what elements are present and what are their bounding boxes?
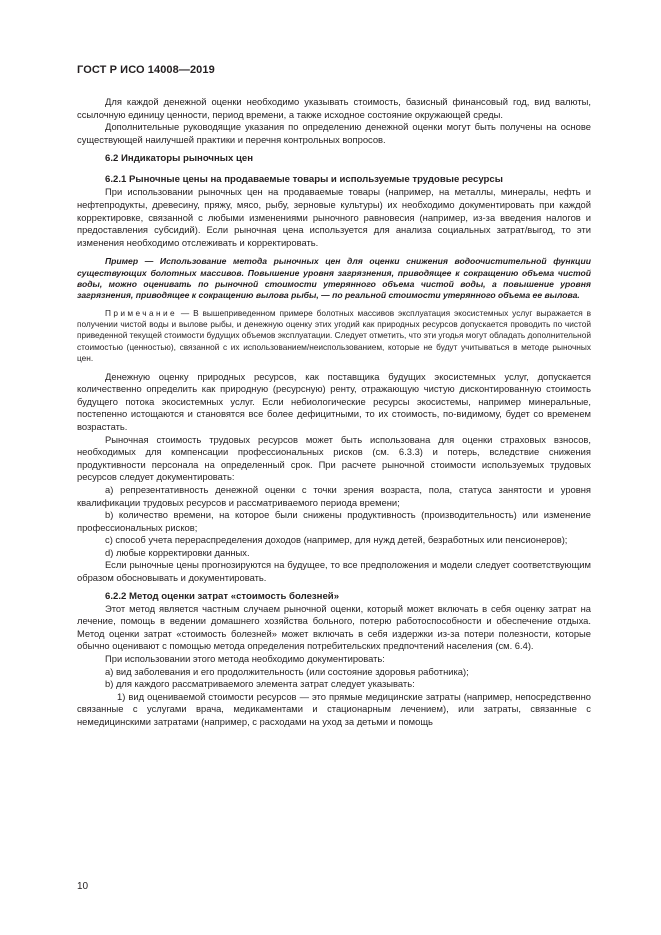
section-heading: 6.2 Индикаторы рыночных цен	[105, 153, 254, 165]
paragraph: Дополнительные руководящие указания по определению денежной оценки могут быть получены на основе существующей наилучшей практики и перечня контрольных вопросов.	[77, 121, 591, 145]
paragraph: Если рыночные цены прогнозируются на будущее, то все предположения и модели следует соответствующим образом обосновывать и документировать.	[77, 559, 591, 584]
paragraph: Этот метод является частным случаем рыночной оценки, который может включать в себя оценку затрат на лечение, помощь в ведении домашнего хозяйства больного, потерю работоспособности и обеспечение отдыха. Метод оценки затрат «стоимость болезней» может включать в себя издержки из-за потери полезности, которые обычно оценивают с помощью метода определения потребительских предпочтений населения (см. 6.4).	[77, 602, 591, 652]
note-paragraph	[77, 308, 591, 365]
document-body	[77, 96, 591, 729]
note-label: Примечание	[105, 307, 178, 318]
list-item: 1) вид оцениваемой стоимости ресурсов — это прямые медицинские затраты (например, непосредственно связанные с услугами врача, медикаментами и стационарным лечением), или затраты, связанные с немедицинскими затратами (например, с расходами на уход за детьми и помощь	[77, 690, 591, 727]
paragraph: При использовании этого метода необходимо документировать:	[105, 653, 385, 665]
paragraph: Рыночная стоимость трудовых ресурсов может быть использована для оценки страховых взносов, необходимых для компенсации профессиональных рисков (см. 6.3.3) и потерь, вследствие снижения продуктивности персонала на определенный срок. При расчете рыночной стоимости используемых трудовых ресурсов следует документировать:	[77, 433, 591, 483]
note-text: — В вышеприведенном примере болотных массивов эксплуатация экосистемных услуг выражается в получении чистой воды и вылове рыбы, и денежную оценку этих угодий как природных ресурсов допускается проводить по чистой приведенной текущей стоимости будущих объемов эксплуатации. Следует отметить, что эти угодья могут обладать дополнительной стоимостью (ценностью), связанной с их использованием/неиспользованием, которые не будут учитываться в методе рыночных цен.	[77, 307, 592, 364]
list-item: а) вид заболевания и его продолжительность (или состояние здоровья работника);	[105, 665, 469, 677]
list-item: b) количество времени, на которое были снижены продуктивность (производительность) или изменение профессиональных рисков;	[77, 509, 591, 533]
paragraph: Денежную оценку природных ресурсов, как поставщика будущих экосистемных услуг, допускается количественно определить как природную (ресурсную) ренту, отражающую чистую дисконтированную стоимость будущего потока экосистемных услуг. Если небиологические ресурсы экосистемы, например минеральные, постепенно истощаются и становятся все более дефицитными, то их стоимость, по-видимому, будет со временем возрастать.	[77, 370, 591, 432]
paragraph: Для каждой денежной оценки необходимо указывать стоимость, базисный финансовый год, вид валюты, ссылочную единицу ценности, период времени, а также исходное состояние окружающей среды.	[77, 96, 591, 120]
list-item: а) репрезентативность денежной оценки с точки зрения возраста, пола, статуса занятости и уровня квалификации трудовых ресурсов и рассматриваемого периода времени;	[77, 483, 591, 508]
example-paragraph: Пример — Использование метода рыночных цен для оценки снижения водоочистительной функции существующих болотных массивов. Повышение уровня загрязнения, приводящее к сокращению объема чистой воды, можно оценивать по рыночной стоимости утерянного объема чистой воды, а повышение уровня загрязнения, приводящее к сокращению вылова рыбы, — по реальной стоимости утерянного объема ее вылова.	[77, 256, 591, 301]
list-item: d) любые корректировки данных.	[105, 546, 250, 558]
list-item: c) способ учета перераспределения доходов (например, для нужд детей, безработных или пенсионеров);	[105, 534, 568, 546]
page-number: 10	[77, 881, 89, 892]
paragraph: При использовании рыночных цен на продаваемые товары (например, на металлы, минералы, нефть и нефтепродукты, древесину, пряжу, мясо, рыбу, зерновые культуры) их необходимо документировать при каждой корректировке, связанной с любыми изменениями рыночного равновесия (например, из-за введения налогов и предоставления субсидий). Если рыночная цена используется для анализа социальных затрат/выгод, то эти изменения необходимо отслеживать и корректировать.	[77, 186, 591, 248]
list-item: b) для каждого рассматриваемого элемента затрат следует указывать:	[105, 678, 415, 690]
subsection-heading: 6.2.2 Метод оценки затрат «стоимость болезней»	[105, 590, 340, 602]
subsection-heading: 6.2.1 Рыночные цены на продаваемые товары и используемые трудовые ресурсы	[105, 174, 503, 186]
document-header: ГОСТ Р ИСО 14008—2019	[77, 64, 215, 76]
